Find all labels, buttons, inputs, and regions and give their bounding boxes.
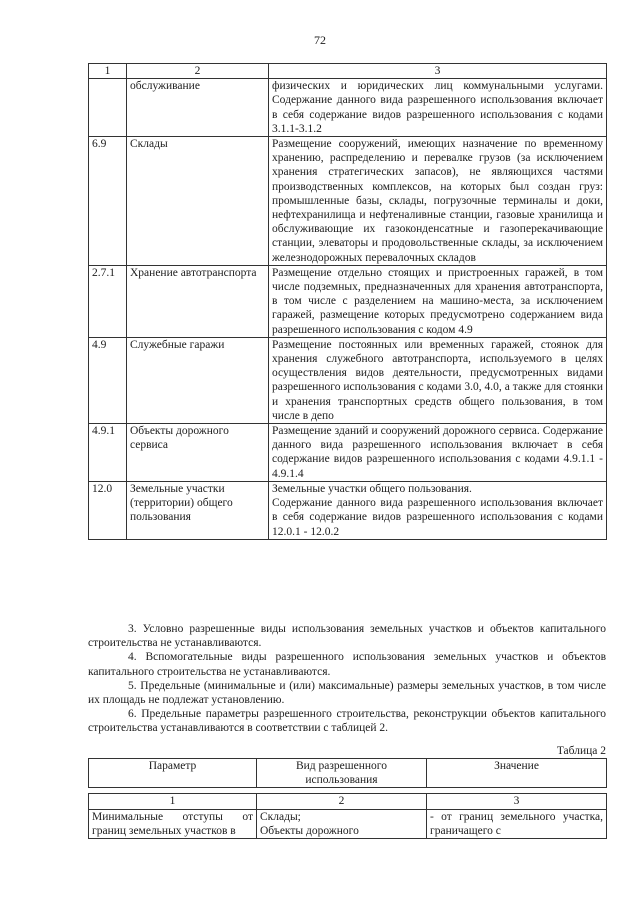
use-code [89, 79, 127, 137]
use-type-line: Объекты дорожного [260, 824, 359, 837]
table-row [89, 481, 607, 539]
paragraph: 5. Предельные (минимальные и (или) максимальные) размеры земельных участков, в том числе их площадь не подлежат установлению. [88, 679, 606, 707]
use-name: Склады [127, 137, 269, 266]
use-description [269, 481, 607, 539]
use-code: 2.7.1 [89, 265, 127, 337]
value-cell: - от границ земельного участка, граничащего с [427, 809, 607, 838]
table-header-row [89, 64, 607, 79]
use-name: Хранение автотранспорта [127, 265, 269, 337]
table-caption: Таблица 2 [556, 745, 606, 757]
use-description: физических и юридических лиц коммунальными услугами. Содержание данного вида разрешенного использования включает в себя содержание видов разрешенного использования с кодами 3.1.1-3.1.2 [269, 79, 607, 137]
parameter-cell: Минимальные отступы от границ земельных участков в [89, 809, 257, 838]
table-row [89, 265, 607, 337]
column-number: 2 [257, 794, 427, 809]
paragraph: 3. Условно разрешенные виды использования земельных участков и объектов капитального строительства не устанавливаются. [88, 623, 606, 650]
use-code: 6.9 [89, 137, 127, 266]
use-code: 4.9 [89, 337, 127, 423]
page-number: 72 [314, 33, 326, 47]
use-description: Размещение зданий и сооружений дорожного сервиса. Содержание данного вида разрешенного использования включает в себя содержание видов разрешенного использования с кодами 4.9.1.1 - 4.9.1.4 [269, 424, 607, 482]
header-cell-description: 3 [269, 64, 607, 79]
table-row [89, 809, 607, 838]
column-number: 3 [427, 794, 607, 809]
body-text [88, 622, 606, 736]
use-code: 12.0 [89, 481, 127, 539]
use-name: Объекты дорожного сервиса [127, 424, 269, 482]
use-description: Размещение сооружений, имеющих назначение по временному хранению, распределению и перевалке грузов (за исключением хранения стратегических запасов), не являющихся частями производственных комплексов, на которых был создан груз: промышленные базы, склады, погрузочные терминалы и доки, нефтехранилища и нефтеналивные станции, газовые хранилища и обслуживающие их газоконденсатные и газоперекачивающие станции, элеваторы и продовольственные склады, за исключением железнодорожных перевалочных складов [269, 137, 607, 266]
header-cell-use-type: Вид разрешенного использования [257, 759, 427, 788]
use-code: 4.9.1 [89, 424, 127, 482]
table-row [89, 137, 607, 266]
use-description: Размещение отдельно стоящих и пристроенных гаражей, в том числе подземных, предназначенных для хранения автотранспорта, в том числе с разделением на машино-места, за исключением гаражей, размещение которых предусмотрено содержанием вида разрешенного использования с кодом 4.9 [269, 265, 607, 337]
paragraph: 6. Предельные параметры разрешенного строительства, реконструкции объектов капитального строительства устанавливаются в соответствии с таблицей 2. [88, 708, 606, 735]
land-use-table [88, 63, 607, 540]
table-header-row [89, 759, 607, 788]
table-row [89, 424, 607, 482]
description-line: Содержание данного вида разрешенного использования включает в себя содержание видов разрешенного использования с кодами 12.0.1 - 12.0.2 [272, 497, 603, 538]
column-number: 1 [89, 794, 257, 809]
header-cell-parameter: Параметр [89, 759, 257, 788]
use-type-line: Склады; [260, 810, 301, 823]
table-row [89, 337, 607, 423]
table-row [89, 79, 607, 137]
column-number-row [89, 794, 607, 809]
parameters-table [88, 758, 607, 839]
use-name: Земельные участки (территории) общего пользования [127, 481, 269, 539]
use-name: обслуживание [127, 79, 269, 137]
header-cell-name: 2 [127, 64, 269, 79]
paragraph: 4. Вспомогательные виды разрешенного использования земельных участков и объектов капитального строительства не устанавливаются. [88, 651, 606, 678]
header-cell-code: 1 [89, 64, 127, 79]
use-type-cell [257, 809, 427, 838]
header-cell-value: Значение [427, 759, 607, 788]
use-description: Размещение постоянных или временных гаражей, стоянок для хранения служебного автотранспорта, используемого в целях осуществления видов деятельности, предусмотренных видами разрешенного использования с кодами 3.0, 4.0, а также для стоянки и хранения транспортных средств общего пользования, в том числе в депо [269, 337, 607, 423]
description-line: Земельные участки общего пользования. [272, 482, 472, 495]
use-name: Служебные гаражи [127, 337, 269, 423]
